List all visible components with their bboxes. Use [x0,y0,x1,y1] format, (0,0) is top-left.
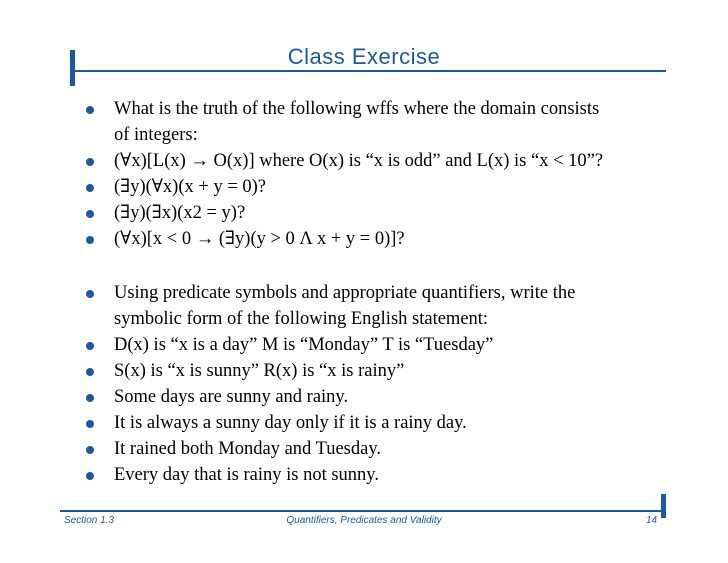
footer-section: Section 1.3 [64,515,115,526]
footer-topic: Quantifiers, Predicates and Validity [286,515,442,526]
bullet-text: Every day that is rainy is not sunny. [114,465,379,485]
bullet-text: What is the truth of the following wffs where the domain consists [114,99,600,119]
bullet-dot-icon [86,290,94,298]
bullet-dot-icon [86,472,94,480]
slide-title: Class Exercise [287,44,441,69]
page-number: 14 [646,515,658,526]
bullet-text: symbolic form of the following English statement: [114,309,489,329]
bullet-dot-icon [86,184,94,192]
bullet-dot-icon [86,236,94,244]
bullet-text: (∃y)(∀x)(x + y = 0)? [114,177,266,197]
bullet-dot-icon [86,394,94,402]
bullet-text: It rained both Monday and Tuesday. [114,439,382,459]
bullet-text: of integers: [114,125,198,145]
bullet-text: (∀x)[L(x) → O(x)] where O(x) is “x is odd” and L(x) is “x < 10”? [114,151,604,171]
bullet-dot-icon [86,446,94,454]
bullet-text: S(x) is “x is sunny” R(x) is “x is rainy” [114,361,405,381]
bullet-dot-icon [86,158,94,166]
bullet-dot-icon [86,368,94,376]
bullet-dot-icon [86,106,94,114]
bullet-dot-icon [86,210,94,218]
bullet-dot-icon [86,420,94,428]
bullet-text: Using predicate symbols and appropriate quantifiers, write the [114,283,576,303]
bullet-dot-icon [86,342,94,350]
bullet-text: D(x) is “x is a day” M is “Monday” T is “Tuesday” [114,335,494,355]
bullet-text: (∃y)(∃x)(x2 = y)? [114,203,246,223]
header-rule [70,70,666,72]
footer-rule [60,510,666,512]
bullet-text: (∀x)[x < 0 → (∃y)(y > 0 Λ x + y = 0)]? [114,229,405,249]
bullet-text: Some days are sunny and rainy. [114,387,349,407]
bullet-text: It is always a sunny day only if it is a rainy day. [114,413,467,433]
